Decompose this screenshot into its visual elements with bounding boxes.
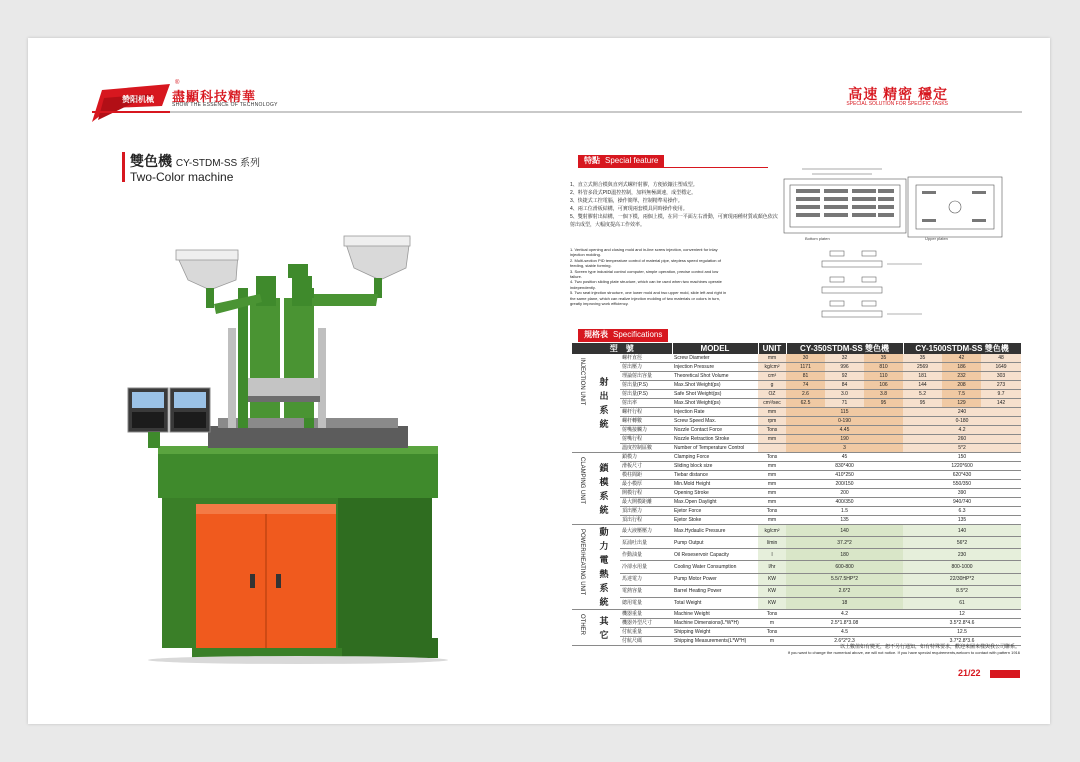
feature-cn-5: 5、雙射膠射出結構，一個下模，兩個上模，在同一平面左右滑動，可實現兩種材質或顏色依次射出成型，大幅度提高工作效率。: [570, 214, 778, 228]
spec-param-cn: 螺杆轉數: [620, 417, 672, 426]
spec-value: 4.2: [786, 610, 903, 619]
spec-param-en: Clamping Force: [672, 453, 758, 462]
spec-param-cn: 螺杆直徑: [620, 354, 672, 363]
spec-value: 208: [942, 381, 981, 390]
spec-table-body: [572, 354, 1021, 646]
feature-en-line: 2. Multi-section PID temperature control of material pipe, stepless speed regulation of: [570, 257, 721, 263]
spec-param-en: Ejetor Stoke: [672, 516, 758, 525]
spec-param-en: Sliding block size: [672, 462, 758, 471]
spec-param-en: Shipping Measurements(L*W*H): [672, 637, 758, 646]
spec-row: [572, 363, 1021, 372]
spec-group-label: [572, 610, 620, 646]
spec-value: 56*2: [903, 537, 1021, 549]
feature-en-line: 1. Vertical opening and closing mold and in-line screw injection, convenient for inlay: [570, 247, 718, 252]
feature-section-tag: [578, 155, 664, 167]
spec-value: 62.5: [786, 399, 825, 408]
spec-param-en: Safe Shot Weight(ps): [672, 390, 758, 399]
platen-drawing: [772, 163, 1007, 245]
spec-value: 9.7: [981, 390, 1021, 399]
spec-param-en: Injection Rate: [672, 408, 758, 417]
spec-value: 2.5*1.8*3.08: [786, 619, 903, 628]
spec-value: 140: [903, 525, 1021, 537]
spec-value: 200/150: [786, 480, 903, 489]
spec-param-cn: 機器重量: [620, 610, 672, 619]
spec-row: [572, 573, 1021, 585]
spec-value: 95: [864, 399, 903, 408]
spec-row: [572, 597, 1021, 609]
spec-tag-cn: 規格表: [584, 330, 608, 339]
spec-row: [572, 480, 1021, 489]
spec-param-en: Injection Pressure: [672, 363, 758, 372]
spec-value: 35: [864, 354, 903, 363]
spec-param-cn: 射出率: [620, 399, 672, 408]
spec-value: 81: [786, 372, 825, 381]
spec-param-cn: 馬達電力: [620, 573, 672, 585]
spec-param-cn: 頂出壓力: [620, 507, 672, 516]
feature-en-line: injection molding.: [570, 252, 601, 258]
feature-en-line: the same plane, which can realize injection molding of two materials or colors in turn,: [570, 295, 721, 301]
brand-name-cn: 盡顯科技精華: [172, 89, 257, 104]
spec-value: 830*400: [786, 462, 903, 471]
spec-value: 0-190: [786, 417, 903, 426]
feature-en-line: independently.: [570, 284, 596, 290]
spec-param-en: Opening Stroke: [672, 489, 758, 498]
bottom-platen-caption: Bottom platen: [805, 236, 830, 241]
spec-unit: mm: [758, 462, 786, 471]
spec-row: [572, 537, 1021, 549]
title-cn-text: 雙色機: [130, 153, 172, 169]
spec-param-cn: 最小模厚: [620, 480, 672, 489]
spec-note-cn: 以上數值如有變更，恕不另行通知，如有特殊要求，歡迎來圖來樣與我公司聯系。: [839, 644, 1020, 650]
spec-value: 2569: [903, 363, 942, 372]
spec-param-cn: 電熱容量: [620, 585, 672, 597]
spec-section-tag: [578, 329, 668, 341]
spec-value: 410*250: [786, 471, 903, 480]
spec-group-cn: 射出系統: [599, 377, 609, 429]
upper-platen-caption: Upper platen: [925, 236, 948, 241]
spec-value: 12: [903, 610, 1021, 619]
spec-row: [572, 549, 1021, 561]
spec-value: 18: [786, 597, 903, 609]
spec-unit: KW: [758, 597, 786, 609]
spec-value: 135: [903, 516, 1021, 525]
header-divider: [92, 111, 1022, 113]
spec-value: 1171: [786, 363, 825, 372]
spec-value: 61: [903, 597, 1021, 609]
spec-row: [572, 372, 1021, 381]
spec-unit: l/hr: [758, 561, 786, 573]
spec-value: 4.5: [786, 628, 903, 637]
spec-row: [572, 628, 1021, 637]
title-model: CY-STDM-SS 系列: [175, 158, 260, 169]
spec-value: 129: [942, 399, 981, 408]
spec-head-model-1: CY-350STDM-SS 雙色機: [786, 343, 903, 354]
spec-value: 5*2: [903, 444, 1021, 453]
spec-unit: mm: [758, 489, 786, 498]
spec-unit: mm: [758, 435, 786, 444]
spec-param-en: Max.Hydaulic Pressure: [672, 525, 758, 537]
feature-en-line: feeding, stable forming.: [570, 263, 612, 269]
spec-value: 8.5*2: [903, 585, 1021, 597]
company-logo: [92, 80, 170, 124]
spec-value: 1649: [981, 363, 1021, 372]
spec-value: 71: [825, 399, 864, 408]
product-title-cn: [130, 151, 260, 171]
spec-value: 5.5/7.5HP*2: [786, 573, 903, 585]
spec-value: 186: [942, 363, 981, 372]
spec-value: 135: [786, 516, 903, 525]
spec-row: [572, 585, 1021, 597]
spec-row: [572, 426, 1021, 435]
spec-value: 0-180: [903, 417, 1021, 426]
feature-tag-en: Special feature: [605, 156, 659, 165]
spec-param-en: Total Weight: [672, 597, 758, 609]
spec-group-en: POWER/HEATING UNIT: [579, 529, 585, 596]
spec-value: 232: [942, 372, 981, 381]
spec-group-cn: 動力電熱系統: [599, 527, 609, 607]
feature-en-line: 3. Screen type industrial control computer, simple operation, precise control and low: [570, 268, 719, 274]
spec-value: 142: [981, 399, 1021, 408]
spec-group-en: OTHER: [579, 614, 585, 635]
spec-unit: g: [758, 381, 786, 390]
spec-param-cn: 最大液壓壓力: [620, 525, 672, 537]
spec-param-en: Max.Shot Weight(ps): [672, 399, 758, 408]
feature-cn-3: 3、快捷式工控電腦，操作簡單，控制精準易操作。: [570, 198, 683, 204]
slogan-cn: 高速 精密 穩定: [848, 86, 948, 102]
spec-param-cn: 最大開模距離: [620, 498, 672, 507]
spec-row: [572, 408, 1021, 417]
spec-unit: l: [758, 549, 786, 561]
spec-table: [572, 343, 1022, 646]
spec-unit: Tons: [758, 610, 786, 619]
spec-unit: mm: [758, 516, 786, 525]
spec-row: [572, 453, 1021, 462]
spec-value: 110: [864, 372, 903, 381]
header-divider-accent: [92, 111, 170, 113]
spec-param-cn: 射嘴行程: [620, 435, 672, 444]
spec-value: 3.7*2.8*3.6: [903, 637, 1021, 646]
spec-unit: KW: [758, 573, 786, 585]
spec-row: [572, 417, 1021, 426]
spec-value: 1.5: [786, 507, 903, 516]
spec-value: 22/30HP*2: [903, 573, 1021, 585]
spec-value: 240: [903, 408, 1021, 417]
spec-head-model-2: CY-1500STDM-SS 雙色機: [903, 343, 1021, 354]
spec-row: [572, 498, 1021, 507]
feature-en-line: greatly improving work efficiency.: [570, 301, 629, 307]
spec-param-cn: 付航重量: [620, 628, 672, 637]
spec-note-en: If you want to change the numerical above, we will not notice. If you have special requirements,welcom to contact with pattern 1916: [787, 650, 1020, 655]
spec-group-cn: 其它: [599, 615, 609, 640]
spec-value: 92: [825, 372, 864, 381]
two-color-machine-image: [118, 228, 448, 664]
spec-param-cn: 鎖模力: [620, 453, 672, 462]
spec-value: 74: [786, 381, 825, 390]
spec-unit: kg/cm²: [758, 525, 786, 537]
spec-value: 390: [903, 489, 1021, 498]
spec-value: 115: [786, 408, 903, 417]
spec-param-en: Oil Reseservoir Capacity: [672, 549, 758, 561]
spec-param-en: Shipping Weight: [672, 628, 758, 637]
spec-param-en: Max.Open Daylight: [672, 498, 758, 507]
spec-head-unit: UNIT: [758, 343, 786, 354]
feature-section-rule: [578, 167, 768, 168]
spec-param-cn: 頂出行程: [620, 516, 672, 525]
spec-row: [572, 619, 1021, 628]
spec-value: 95: [903, 399, 942, 408]
spec-value: 3.5*2.8*4.6: [903, 619, 1021, 628]
features-cn-list: [570, 181, 780, 229]
spec-row: [572, 507, 1021, 516]
spec-row: [572, 516, 1021, 525]
feature-cn-1: 1、直立式開合模與直列式螺杆射膠，方便嵌鑲注塑成型。: [570, 182, 698, 188]
spec-value: 144: [903, 381, 942, 390]
product-title-en: Two-Color machine: [130, 170, 234, 184]
spec-value: 996: [825, 363, 864, 372]
spec-group-cn: 鎖模系統: [599, 462, 609, 515]
spec-param-cn: 射嘴接觸力: [620, 426, 672, 435]
features-en-list: [570, 247, 780, 306]
spec-param-cn: 滑板尺寸: [620, 462, 672, 471]
spec-unit: Tons: [758, 628, 786, 637]
mold-flow-drawing: [812, 247, 962, 329]
spec-unit: rpm: [758, 417, 786, 426]
spec-value: 42: [942, 354, 981, 363]
spec-value: 3.0: [825, 390, 864, 399]
spec-group-label: [572, 354, 620, 453]
spec-param-en: Pump Motor Power: [672, 573, 758, 585]
spec-value: 32: [825, 354, 864, 363]
spec-param-en: Machine Dimensions(L*W*H): [672, 619, 758, 628]
spec-unit: mm: [758, 498, 786, 507]
spec-group-en: CLAMPING UNIT: [579, 457, 585, 505]
spec-value: 180: [786, 549, 903, 561]
spec-value: 2.6*2: [786, 585, 903, 597]
spec-group-label: [572, 525, 620, 610]
spec-value: 4.45: [786, 426, 903, 435]
spec-value: 6.3: [903, 507, 1021, 516]
spec-row: [572, 435, 1021, 444]
spec-row: [572, 354, 1021, 363]
spec-unit: l/min: [758, 537, 786, 549]
spec-value: 37.2*2: [786, 537, 903, 549]
spec-param-cn: 作動油量: [620, 549, 672, 561]
spec-unit: Tons: [758, 426, 786, 435]
spec-value: 1220*600: [903, 462, 1021, 471]
spec-param-cn: 射出壓力: [620, 363, 672, 372]
spec-row: [572, 610, 1021, 619]
feature-tag-cn: 特點: [584, 156, 600, 165]
spec-unit: mm: [758, 408, 786, 417]
spec-param-en: Nozzle Retraction Stroke: [672, 435, 758, 444]
spec-param-cn: 付航尺碼: [620, 637, 672, 646]
spec-param-en: Nozzle Contact Force: [672, 426, 758, 435]
spec-value: 620*430: [903, 471, 1021, 480]
spec-value: 273: [981, 381, 1021, 390]
spec-value: 48: [981, 354, 1021, 363]
spec-row: [572, 381, 1021, 390]
spec-unit: cm³/sec: [758, 399, 786, 408]
registered-mark: ®: [175, 80, 180, 86]
spec-param-en: Cooling Water Consumption: [672, 561, 758, 573]
spec-value: 200: [786, 489, 903, 498]
spec-param-cn: 總用電量: [620, 597, 672, 609]
spec-value: 550/350: [903, 480, 1021, 489]
spec-param-cn: 溫度控制區數: [620, 444, 672, 453]
spec-value: 140: [786, 525, 903, 537]
spec-value: 2.6: [786, 390, 825, 399]
spec-value: 810: [864, 363, 903, 372]
spec-value: 84: [825, 381, 864, 390]
spec-value: 190: [786, 435, 903, 444]
spec-group-en: INJECTION UNIT: [579, 358, 585, 406]
spec-value: 30: [786, 354, 825, 363]
feature-cn-2: 2、料管多段式PID溫控控制，加料無極調速，成型穩定。: [570, 190, 697, 196]
spec-param-cn: 螺杆行程: [620, 408, 672, 417]
spec-unit: m: [758, 637, 786, 646]
feature-cn-4: 4、兩工位滑板結構，可實現兩套模具同時操作使用。: [570, 206, 688, 212]
spec-param-en: Barrel Heating Power: [672, 585, 758, 597]
spec-value: 3: [786, 444, 903, 453]
spec-row: [572, 390, 1021, 399]
title-accent-bar: [122, 152, 125, 182]
spec-head-model: MODEL: [672, 343, 758, 354]
spec-unit: cm³: [758, 372, 786, 381]
spec-param-cn: 模柱間距: [620, 471, 672, 480]
spec-param-cn: 開模行程: [620, 489, 672, 498]
spec-param-en: Ejetor Force: [672, 507, 758, 516]
spec-unit: mm: [758, 480, 786, 489]
spec-tag-en: Specifications: [613, 330, 663, 339]
spec-unit: kg/cm²: [758, 363, 786, 372]
svg-text:赞阳机械: 赞阳机械: [122, 95, 154, 104]
spec-row: [572, 462, 1021, 471]
spec-value: 303: [981, 372, 1021, 381]
spec-param-en: Number of Temperature Control: [672, 444, 758, 453]
spec-row: [572, 489, 1021, 498]
spec-param-cn: 冷卻水用量: [620, 561, 672, 573]
spec-unit: Tons: [758, 453, 786, 462]
slogan-en: SPECIAL SOLUTION FOR SPECIFIC TASKS: [846, 101, 948, 107]
spec-unit: m: [758, 619, 786, 628]
spec-param-en: Screw Speed Max.: [672, 417, 758, 426]
spec-unit: mm: [758, 354, 786, 363]
page-number: 21/22: [958, 668, 981, 678]
feature-en-line: failure.: [570, 274, 583, 280]
spec-header-row: [572, 343, 1021, 354]
spec-row: [572, 399, 1021, 408]
spec-group-label: [572, 453, 620, 525]
spec-value: 940/740: [903, 498, 1021, 507]
spec-value: 2.6*2*2.3: [786, 637, 903, 646]
spec-value: 106: [864, 381, 903, 390]
spec-param-cn: 機器外型尺寸: [620, 619, 672, 628]
spec-row: [572, 471, 1021, 480]
spec-value: 3.8: [864, 390, 903, 399]
spec-value: 12.5: [903, 628, 1021, 637]
spec-unit: OZ: [758, 390, 786, 399]
spec-head-type: 型 號: [572, 343, 672, 354]
feature-en-line: 4. Two position sliding plate structure, which can be used when two machines operate: [570, 279, 722, 285]
spec-value: 35: [903, 354, 942, 363]
feature-en-line: 5. Two seat injection structure, one lower mold and two upper mold, slide left and right in: [570, 290, 727, 296]
spec-value: 400/350: [786, 498, 903, 507]
spec-value: 800-1000: [903, 561, 1021, 573]
brand-name-en: SHOW THE ESSENCE OF TECHNOLOGY: [172, 102, 278, 108]
spec-unit: Tons: [758, 507, 786, 516]
spec-value: 7.5: [942, 390, 981, 399]
spec-value: 181: [903, 372, 942, 381]
spec-param-cn: 理論射出容量: [620, 372, 672, 381]
spec-param-en: Screw Diameter: [672, 354, 758, 363]
spec-row: [572, 525, 1021, 537]
spec-param-cn: 射出量(P.S): [620, 381, 672, 390]
spec-row: [572, 561, 1021, 573]
spec-param-en: Theoretical Shot Volume: [672, 372, 758, 381]
spec-param-en: Tiebar distance: [672, 471, 758, 480]
spec-param-cn: 泵浦吐出量: [620, 537, 672, 549]
spec-unit: KW: [758, 585, 786, 597]
spec-param-en: Min.Mold Height: [672, 480, 758, 489]
spec-value: 150: [903, 453, 1021, 462]
spec-param-en: Pump Output: [672, 537, 758, 549]
spec-value: 4.2: [903, 426, 1021, 435]
spec-value: 230: [903, 549, 1021, 561]
spec-param-en: Max.Shot Weight(ps): [672, 381, 758, 390]
spec-unit: [758, 444, 786, 453]
spec-value: 600-800: [786, 561, 903, 573]
spec-value: 260: [903, 435, 1021, 444]
spec-row: [572, 444, 1021, 453]
spec-value: 45: [786, 453, 903, 462]
spec-param-cn: 射出量(P.S): [620, 390, 672, 399]
page-number-bar: [990, 670, 1020, 678]
spec-unit: mm: [758, 471, 786, 480]
spec-section-rule: [578, 341, 668, 342]
spec-value: 5.2: [903, 390, 942, 399]
spec-param-en: Machine Weight: [672, 610, 758, 619]
